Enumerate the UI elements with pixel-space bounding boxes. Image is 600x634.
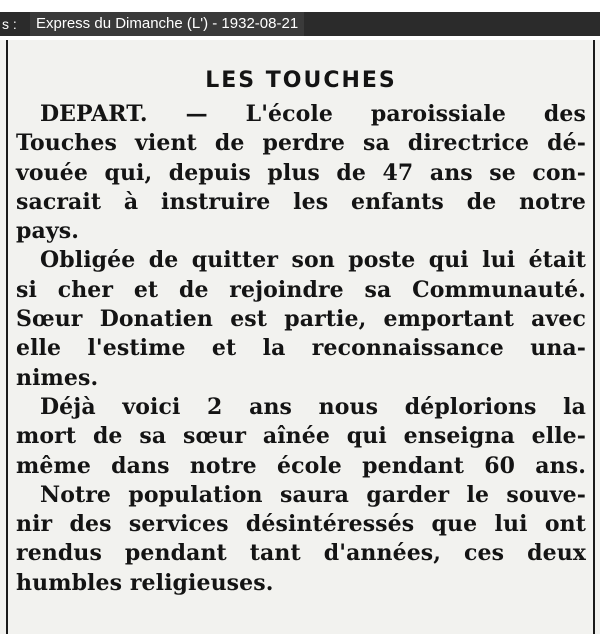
article-line: Déjà voici 2 ans nous déplorions la [40, 393, 586, 420]
article-line: sacrait à instruire les enfants de notre [16, 188, 586, 215]
article-line: nimes. [16, 364, 99, 391]
article-line: DEPART. — L'école paroissiale des [40, 101, 586, 127]
article-line: elle l'estime et la reconnaissance una- [16, 335, 586, 362]
source-label-prefix: s : [0, 12, 24, 36]
article-line: Notre population saura garder le souve- [40, 481, 586, 508]
article-line: si cher et de rejoindre sa Communauté. [16, 276, 586, 303]
article-line: Touches vient de perdre sa directrice dé- [16, 130, 586, 157]
article-line: vouée qui, depuis plus de 47 ans se con- [16, 159, 586, 186]
article-line: Obligée de quitter son poste qui lui était [40, 247, 586, 274]
source-title[interactable] [24, 12, 600, 36]
article-line: nir des services désintéressés que lui ont [16, 511, 586, 538]
column-rule-left [6, 40, 8, 634]
source-title-text[interactable]: Express du Dimanche (L') - 1932-08-21 [30, 12, 304, 36]
column-rule-right [593, 40, 595, 634]
article-heading: LES TOUCHES [205, 68, 397, 93]
article-line: mort de sa sœur aînée qui enseigna elle- [16, 423, 586, 450]
article-line: Sœur Donatien est partie, emportant avec [16, 306, 586, 333]
article-line: humbles religieuses. [16, 569, 274, 596]
article-line: rendus pendant tant d'années, ces deux [16, 540, 586, 567]
article-line: même dans notre école pendant 60 ans. [16, 452, 586, 479]
article-line: pays. [16, 218, 79, 245]
article [16, 62, 586, 598]
